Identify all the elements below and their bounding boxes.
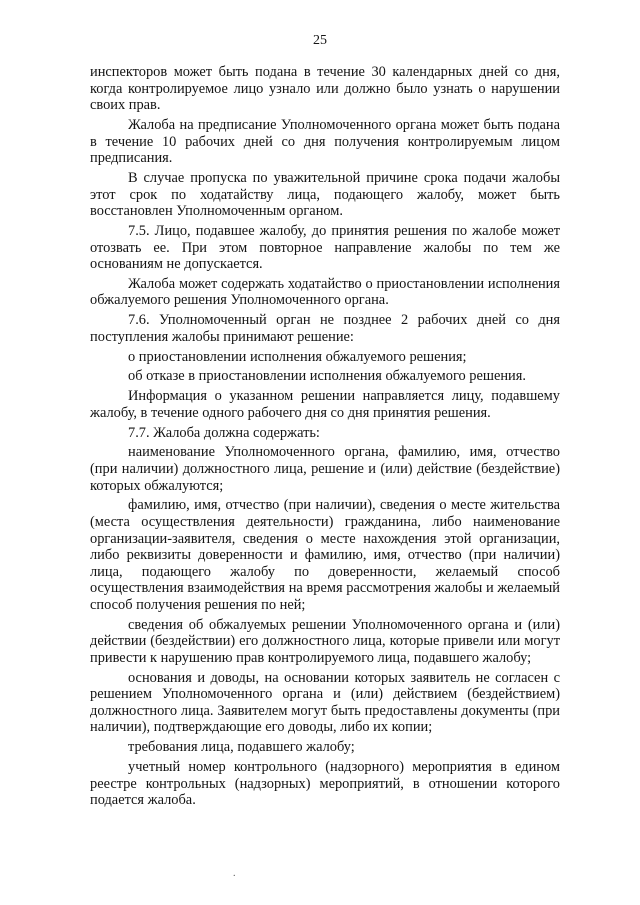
paragraph-requirement-applicant: фамилию, имя, отчество (при наличии), сведения о месте жительства (места осуществления деятельности) гражданина, либо наименование организации-заявителя, сведения о месте нахождения этой организации, либо реквизиты доверенности и фамилию, имя, отчество (при наличии) лица, подающего жалобу по доверенности, желаемый способ осуществления взаимодействия на время рассмотрения жалобы и желаемый способ получения решения по ней; — [90, 497, 560, 613]
paragraph-requirement-authority: наименование Уполномоченного органа, фамилию, имя, отчество (при наличии) должностного лица, решение и (или) действие (бездействие) которых обжалуются; — [90, 444, 560, 494]
paragraph-requirement-demands: требования лица, подавшего жалобу; — [128, 739, 355, 756]
document-body — [90, 64, 560, 809]
paragraph-requirement-registry: учетный номер контрольного (надзорного) мероприятия в едином реестре контрольных (надзорных) мероприятий, в отношении которого подается жалоба. — [90, 758, 560, 809]
footer-mark: . — [233, 868, 236, 879]
paragraph-deadline-restore: В случае пропуска по уважительной причине срока подачи жалобы этот срок по ходатайству лица, подающего жалобу, может быть восстановлен Уполномоченным органом. — [90, 169, 560, 220]
paragraph-requirement-decisions: сведения об обжалуемых решении Уполномоченного органа и (или) действии (бездействии) его должностного лица, которые привели или могут привести к нарушению прав контролируемого лица, подавшего жалобу; — [90, 616, 560, 666]
paragraph-decision-refuse: об отказе в приостановлении исполнения обжалуемого решения. — [128, 368, 526, 385]
paragraph-motion-suspend: Жалоба может содержать ходатайство о приостановлении исполнения обжалуемого решения Уполномоченного органа. — [90, 275, 560, 309]
paragraph-appeal-prescription: Жалоба на предписание Уполномоченного органа может быть подана в течение 10 рабочих дней со дня получения контролируемым лицом предписания. — [90, 116, 560, 167]
paragraph-requirement-grounds: основания и доводы, на основании которых заявитель не согласен с решением Уполномоченного органа и (или) действием (бездействием) должностного лица. Заявителем могут быть предоставлены документы (при наличии), подтверждающие его доводы, либо их копии; — [90, 669, 560, 736]
paragraph-7-7: 7.7. Жалоба должна содержать: — [128, 424, 320, 441]
paragraph-7-6: 7.6. Уполномоченный орган не позднее 2 рабочих дней со дня поступления жалобы принимают решение: — [90, 312, 560, 345]
paragraph-decision-suspend: о приостановлении исполнения обжалуемого решения; — [128, 348, 467, 365]
paragraph-continuation: инспекторов может быть подана в течение 30 календарных дней со дня, когда контролируемое лицо узнало или должно было узнать о нарушении своих прав. — [90, 64, 560, 114]
paragraph-decision-notice: Информация о указанном решении направляется лицу, подавшему жалобу, в течение одного рабочего дня со дня принятия решения. — [90, 388, 560, 421]
paragraph-7-5: 7.5. Лицо, подавшее жалобу, до принятия решения по жалобе может отозвать ее. При этом повторное направление жалобы по тем же основаниям не допускается. — [90, 222, 560, 273]
page-number: 25 — [313, 33, 327, 48]
